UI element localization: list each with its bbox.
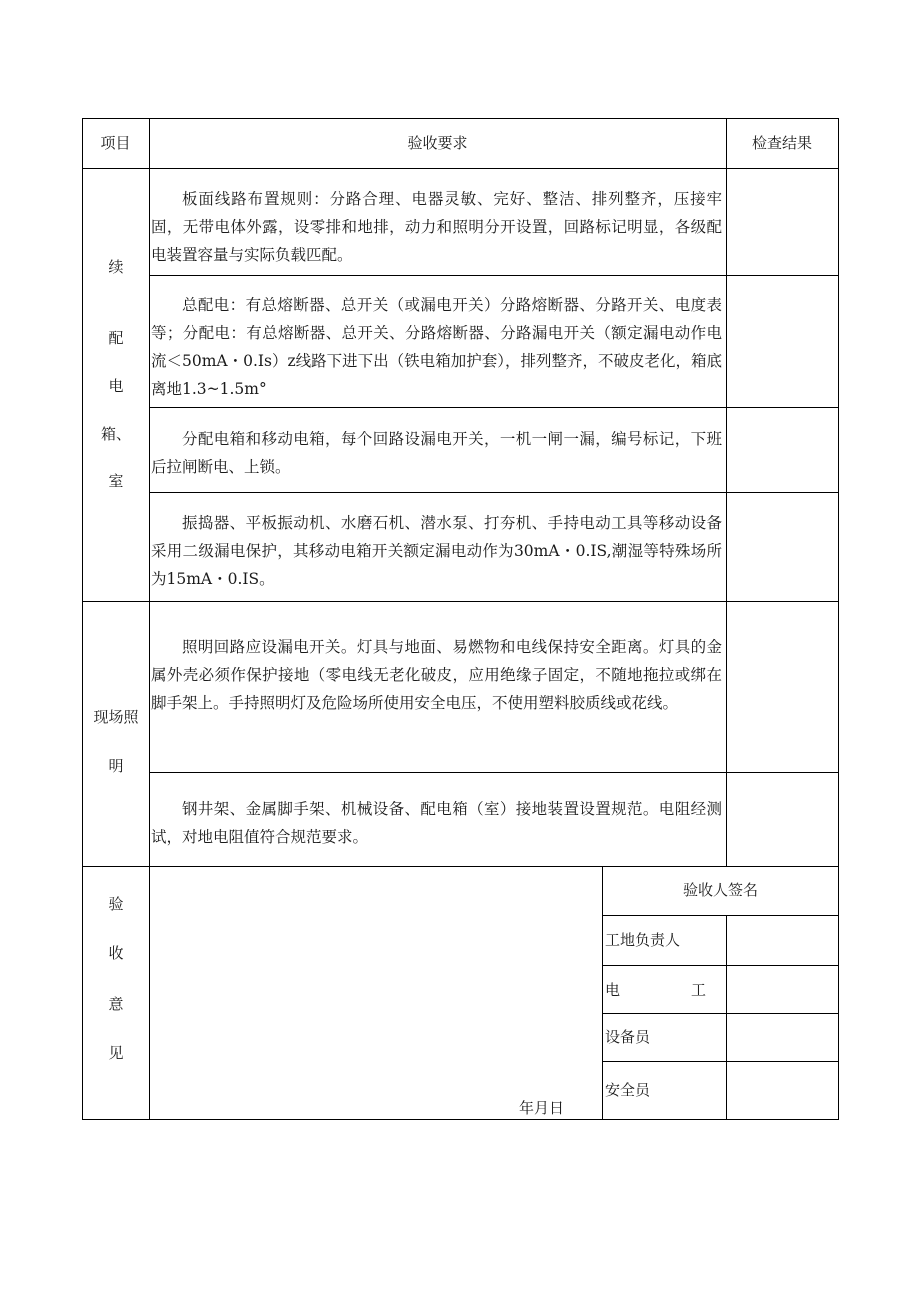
requirement-text: 分配电箱和移动电箱，每个回路设漏电开关，一机一闸一漏，编号标记，下班后拉闸断电、上锁。: [151, 430, 722, 476]
section-label-line: 明: [108, 757, 124, 775]
signer-line-2: [602, 1013, 839, 1014]
section-label-char: 配: [108, 329, 124, 347]
requirement-text: 板面线路布置规则：分路合理、电器灵敏、完好、整洁、排列整齐，压接牢固，无带电体外露，设零排和地排，动力和照明分开设置，回路标记明显，各级配电装置容量与实际负载匹配。: [151, 190, 722, 264]
table-border-top: [82, 118, 839, 119]
requirement-text: 总配电：有总熔断器、总开关（或漏电开关）分路熔断器、分路开关、电度表等；分配电：有总熔断器、总开关、分路熔断器、分路漏电开关（额定漏电动作电流＜50mA・0.Is）z线路下进下出（铁电箱加护套），排列整齐，不破皮老化，箱底离地1.3~1.5m°: [151, 296, 722, 398]
section-line-1: [82, 601, 839, 602]
table-border-bottom: [82, 1119, 839, 1120]
signer-electrician-part1: 电: [605, 981, 621, 999]
acceptance-label-char: 见: [108, 1044, 124, 1062]
table-border-right: [838, 118, 839, 1120]
header-bottom-line: [82, 168, 839, 169]
acceptance-label-char: 收: [108, 944, 124, 962]
signature-divider-right: [726, 915, 727, 1120]
signature-divider-left: [602, 866, 603, 1120]
signer-electrician-part2: 工: [691, 981, 707, 999]
section-label-char: 续: [108, 258, 124, 276]
signer-equipment: 设备员: [605, 1028, 651, 1046]
header-result: 检查结果: [751, 134, 812, 152]
signer-site-manager: 工地负责人: [605, 931, 681, 949]
requirement-text: 振捣器、平板振动机、水磨石机、潜水泵、打夯机、手持电动工具等移动设备采用二级漏电保护，其移动电箱开关额定漏电动作为30mA・0.IS,潮湿等特殊场所为15mA・0.IS。: [151, 514, 722, 588]
requirement-text: 照明回路应设漏电开关。灯具与地面、易燃物和电线保持安全距离。灯具的金属外壳必须作保护接地（零电线无老化破皮，应用绝缘子固定，不随地拖拉或绑在脚手架上。手持照明灯及危险场所使用安全电压，不使用塑料胶质线或花线。: [151, 638, 722, 712]
section-label-line: 现场照: [93, 708, 139, 726]
acceptance-label-char: 意: [108, 995, 124, 1013]
signature-title: 验收人签名: [682, 881, 758, 899]
section-label-char: 室: [108, 472, 124, 490]
row-line-4: [149, 772, 839, 773]
section-line-2: [82, 866, 839, 867]
requirement-text: 钢井架、金属脚手架、机械设备、配电箱（室）接地装置设置规范。电阻经测试，对地电阻值符合规范要求。: [151, 800, 722, 846]
row-line-3: [149, 492, 839, 493]
signer-line-3: [602, 1061, 839, 1062]
section-label-char: 电: [108, 377, 124, 395]
header-requirement: 验收要求: [407, 134, 468, 152]
signer-safety: 安全员: [605, 1081, 651, 1099]
acceptance-label-char: 验: [108, 895, 124, 913]
row-line-1: [149, 275, 839, 276]
acceptance-date: 年月日: [519, 1099, 565, 1117]
header-item: 项目: [100, 134, 131, 152]
section-label-char: 箱、: [100, 425, 131, 443]
row-line-2: [149, 407, 839, 408]
signature-title-line: [602, 915, 839, 916]
signer-line-1: [602, 965, 839, 966]
col-divider-1: [149, 118, 150, 1120]
